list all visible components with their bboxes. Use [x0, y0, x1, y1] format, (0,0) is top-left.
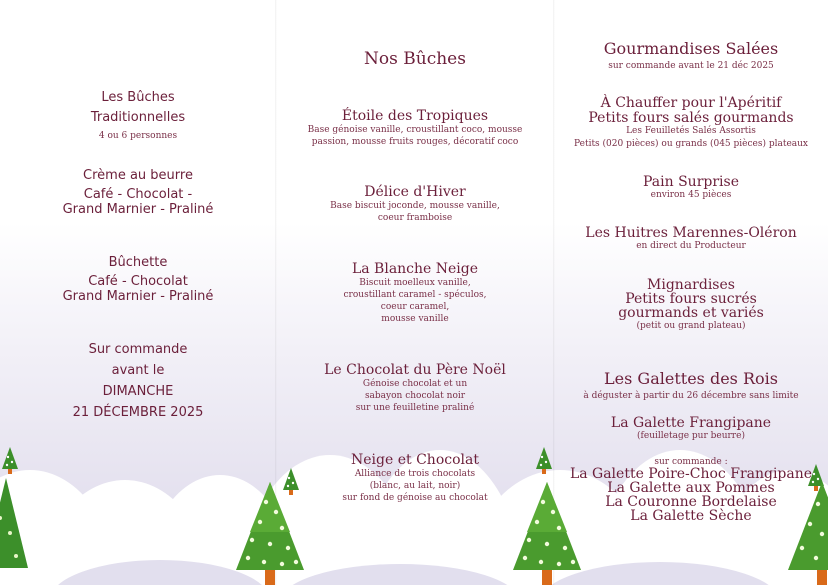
section-note: à déguster à partir du 26 décembre sans limite	[583, 391, 799, 401]
item-description: coeur framboise	[377, 213, 453, 223]
item-description: sur fond de génoise au chocolat	[342, 493, 488, 503]
item-title: Pain Surprise	[643, 174, 739, 190]
item-description: environ 45 pièces	[650, 190, 732, 200]
item-description: Génoise chocolat et un	[362, 379, 468, 389]
section-note: sur commande avant le 21 déc 2025	[608, 61, 774, 71]
item-description: en direct du Producteur	[636, 241, 746, 251]
item-title: La Blanche Neige	[351, 261, 479, 277]
section-title: Les Galettes des Rois	[604, 369, 778, 388]
item-title: La Galette Frangipane	[610, 415, 772, 431]
item-title: Le Chocolat du Père Noël	[324, 362, 506, 378]
item-flavors: Grand Marnier - Praliné	[62, 202, 214, 217]
item-title: Étoile des Tropiques	[341, 108, 489, 124]
item-title: Petits fours sucrés	[625, 291, 757, 307]
item-description: sabayon chocolat noir	[364, 391, 466, 401]
section-title: Gourmandises Salées	[603, 39, 779, 58]
order-item: La Galette Poire-Choc Frangipane	[569, 466, 813, 482]
item-description: Alliance de trois chocolats	[354, 469, 476, 479]
item-title: Crème au beurre	[83, 168, 193, 183]
panel-savory-treats	[554, 0, 828, 585]
item-description: passion, mousse fruits rouges, décoratif coco	[311, 137, 519, 147]
order-deadline: DIMANCHE	[102, 384, 174, 399]
panel-traditional-logs	[0, 0, 276, 585]
item-title: Petits fours salés gourmands	[588, 110, 794, 126]
order-deadline: avant le	[111, 363, 165, 378]
item-flavors: Grand Marnier - Praliné	[62, 289, 214, 304]
item-title: Délice d'Hiver	[364, 184, 466, 200]
item-description: Biscuit moelleux vanille,	[359, 278, 471, 288]
item-description: (petit ou grand plateau)	[636, 321, 746, 331]
item-title: À Chauffer pour l'Apéritif	[600, 95, 782, 111]
item-description: Petits (020 pièces) ou grands (045 pièces) plateaux	[573, 139, 809, 149]
panel-nos-buches	[276, 0, 554, 585]
item-description: Les Feuilletés Salés Assortis	[626, 126, 756, 136]
item-description: (feuilletage pur beurre)	[637, 431, 745, 441]
section-title: Les Bûches	[101, 90, 175, 105]
item-description: sur une feuilletine praliné	[355, 403, 475, 413]
item-title: Bûchette	[108, 255, 168, 270]
order-item: La Galette Sèche	[630, 508, 752, 524]
item-flavors: Café - Chocolat -	[83, 187, 193, 202]
item-description: Base biscuit joconde, mousse vanille,	[330, 201, 500, 211]
item-title: Mignardises	[647, 277, 735, 293]
item-description: mousse vanille	[381, 314, 449, 324]
order-deadline: Sur commande	[88, 342, 188, 357]
item-description: coeur caramel,	[380, 302, 450, 312]
item-description: Base génoise vanille, croustillant coco, mousse	[307, 125, 523, 135]
serving-note: 4 ou 6 personnes	[98, 131, 178, 141]
item-description: (blanc, au lait, noir)	[369, 481, 461, 491]
item-description: croustillant caramel - spéculos,	[343, 290, 487, 300]
item-title: gourmands et variés	[618, 305, 764, 321]
item-title: Les Huitres Marennes-Oléron	[585, 225, 797, 241]
section-title: Nos Bûches	[364, 49, 466, 69]
order-item: La Couronne Bordelaise	[605, 494, 777, 510]
item-title: Neige et Chocolat	[351, 452, 479, 468]
section-title: Traditionnelles	[90, 110, 186, 125]
order-item: La Galette aux Pommes	[607, 480, 775, 496]
order-intro: sur commande :	[654, 457, 728, 467]
item-flavors: Café - Chocolat	[88, 274, 188, 289]
order-deadline: 21 DÉCEMBRE 2025	[72, 405, 204, 420]
